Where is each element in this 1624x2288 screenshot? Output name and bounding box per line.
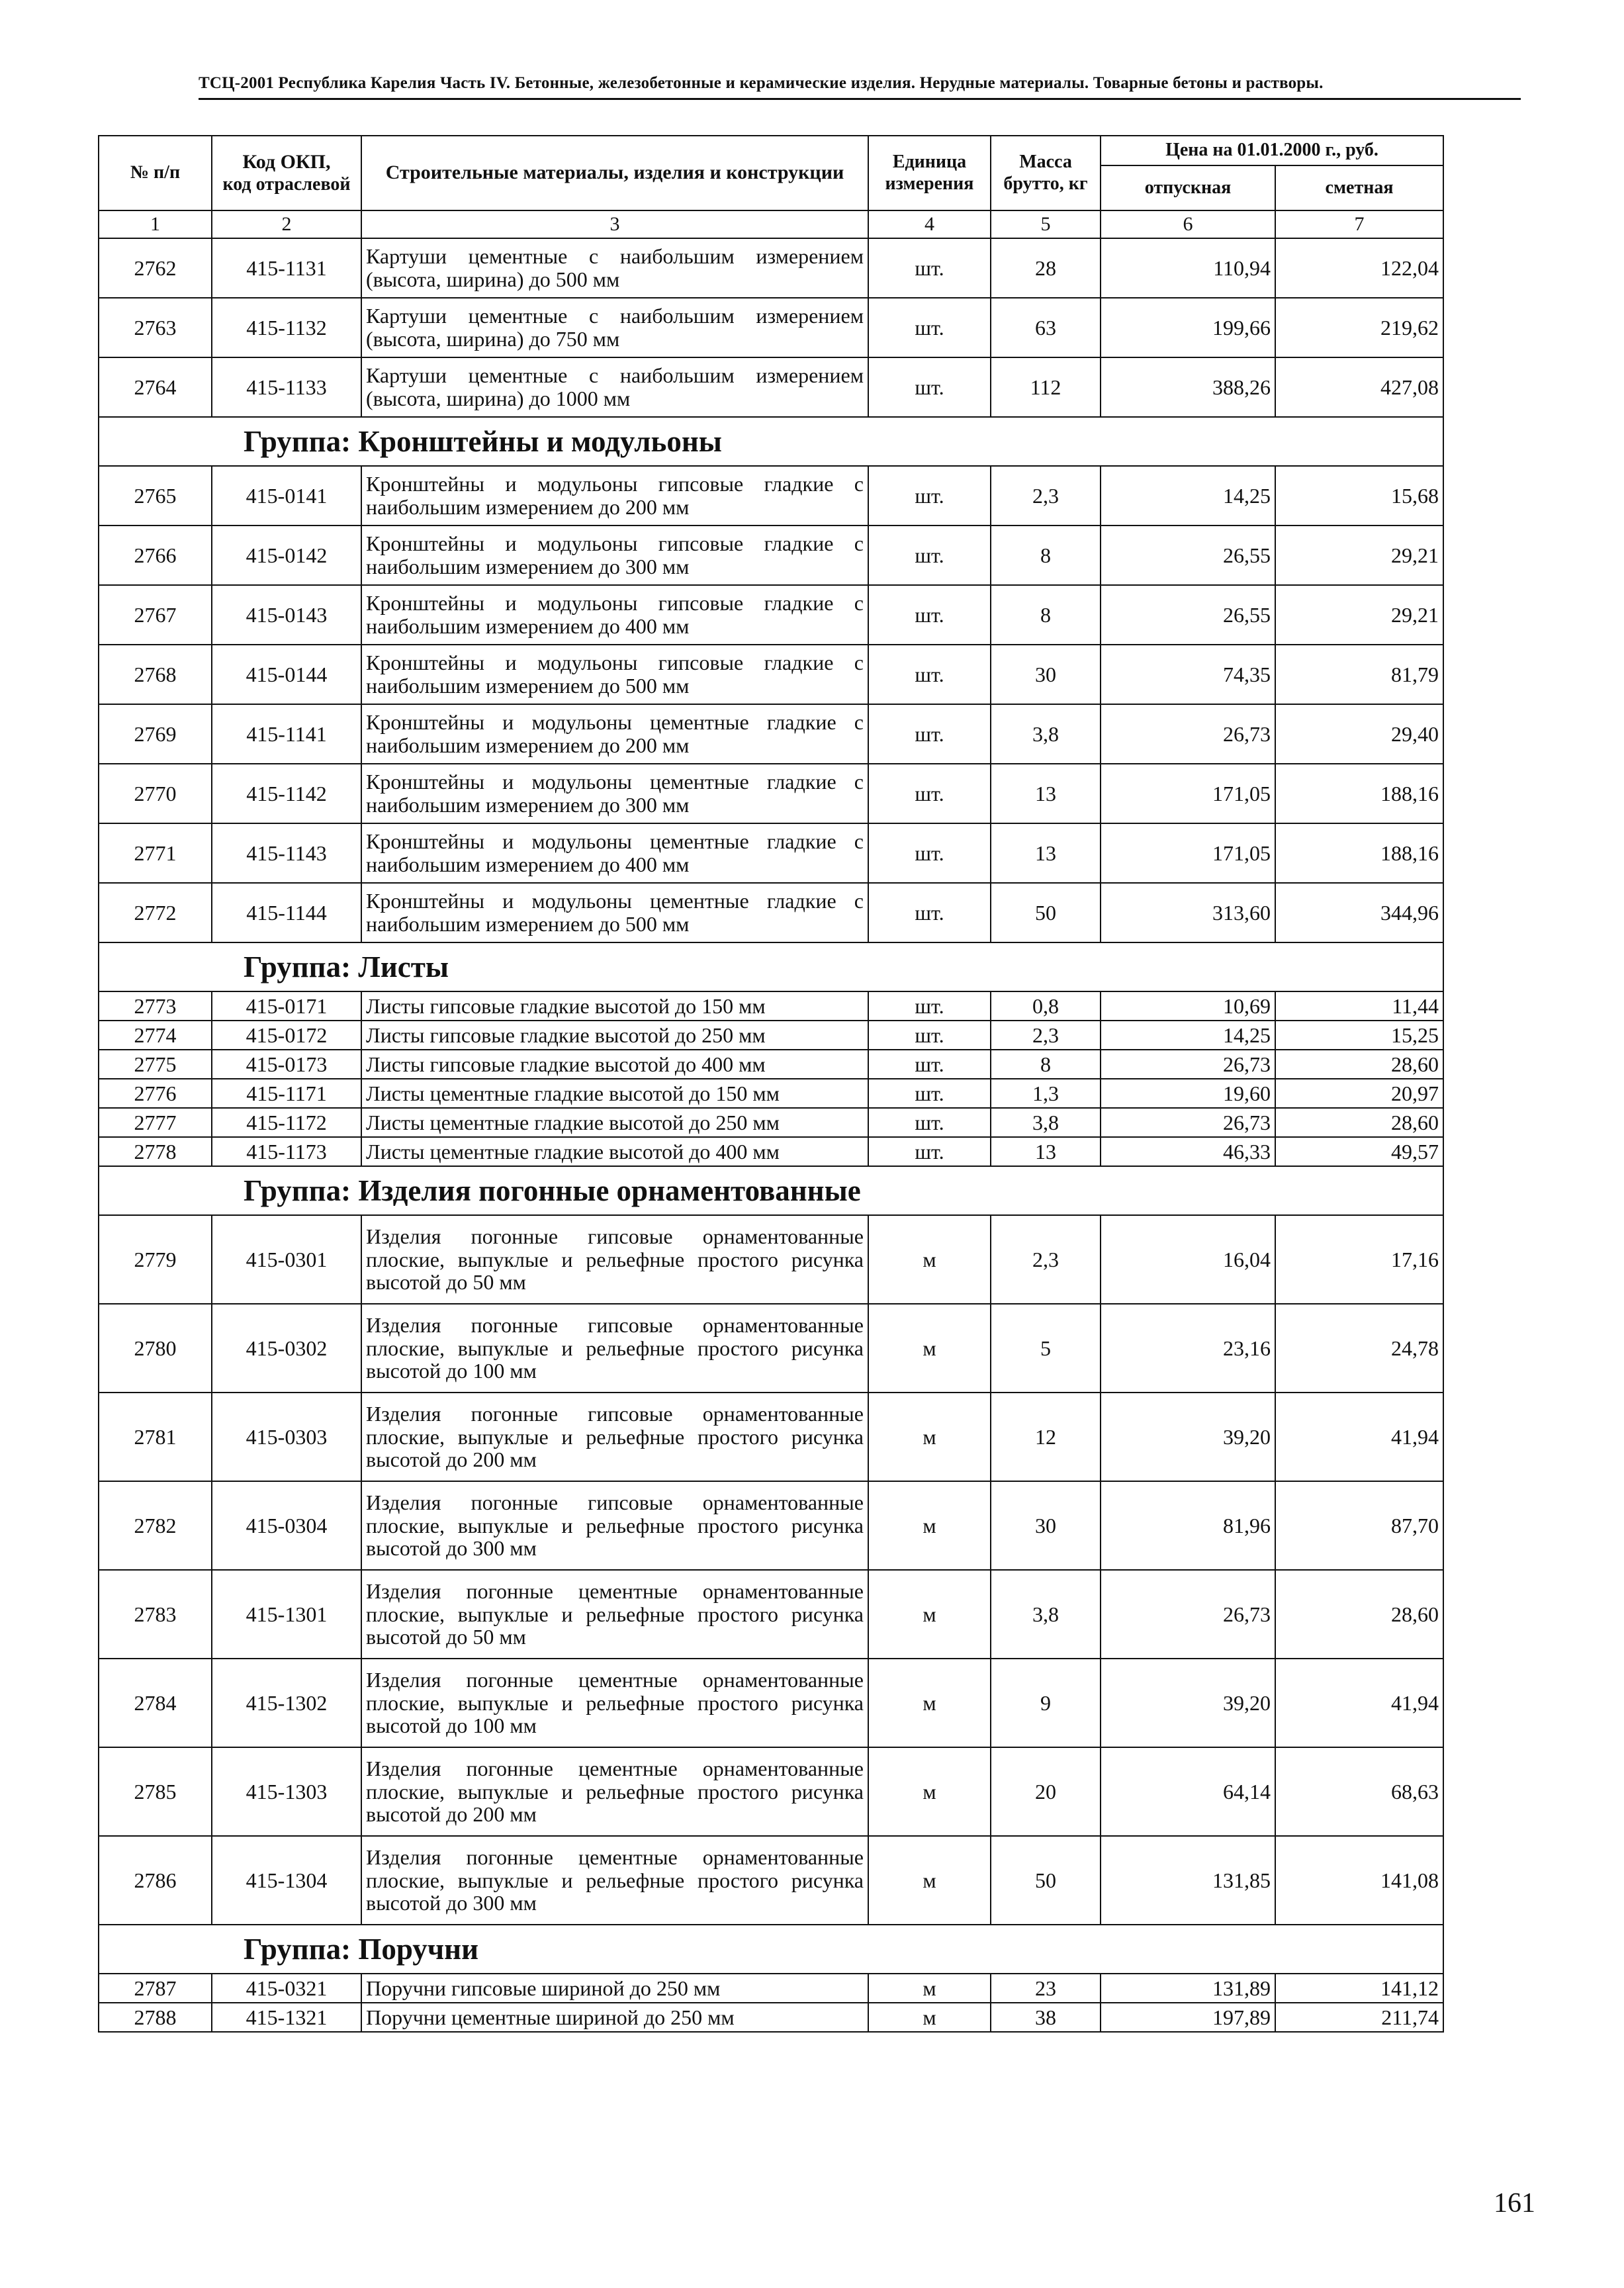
gross-mass: 0,8 (991, 991, 1101, 1021)
release-price: 26,55 (1101, 585, 1275, 645)
release-price: 46,33 (1101, 1137, 1275, 1166)
gross-mass: 2,3 (991, 466, 1101, 526)
unit-of-measure: шт. (868, 1050, 991, 1079)
material-description: Картуши цементные с наибольшим измерением (высота, ширина) до 1000 мм (361, 357, 868, 417)
row-number: 2773 (99, 991, 212, 1021)
table-row (99, 764, 1443, 823)
row-number: 2766 (99, 526, 212, 585)
material-description: Кронштейны и модульоны цементные гладкие с наибольшим измерением до 200 мм (361, 704, 868, 764)
release-price: 14,25 (1101, 1021, 1275, 1050)
estimate-price: 87,70 (1275, 1481, 1443, 1570)
material-description: Кронштейны и модульоны гипсовые гладкие с наибольшим измерением до 200 мм (361, 466, 868, 526)
estimate-price: 41,94 (1275, 1393, 1443, 1481)
table-row (99, 1974, 1443, 2003)
table-row (99, 1393, 1443, 1481)
row-number: 2771 (99, 823, 212, 883)
release-price: 131,89 (1101, 1974, 1275, 2003)
okp-code: 415-1303 (212, 1747, 361, 1836)
estimate-price: 81,79 (1275, 645, 1443, 704)
okp-code: 415-1143 (212, 823, 361, 883)
table-row (99, 1108, 1443, 1137)
estimate-price: 29,21 (1275, 585, 1443, 645)
okp-code: 415-1302 (212, 1659, 361, 1747)
column-number: 1 (99, 210, 212, 238)
gross-mass: 3,8 (991, 1570, 1101, 1659)
okp-code: 415-0302 (212, 1304, 361, 1393)
material-description: Кронштейны и модульоны гипсовые гладкие с наибольшим измерением до 500 мм (361, 645, 868, 704)
estimate-price: 15,25 (1275, 1021, 1443, 1050)
unit-of-measure: м (868, 2003, 991, 2032)
row-number: 2767 (99, 585, 212, 645)
unit-of-measure: шт. (868, 1079, 991, 1108)
table-row (99, 585, 1443, 645)
row-number: 2788 (99, 2003, 212, 2032)
gross-mass: 1,3 (991, 1079, 1101, 1108)
column-number: 2 (212, 210, 361, 238)
table-head (99, 136, 1443, 238)
unit-of-measure: м (868, 1836, 991, 1925)
table-row (99, 1050, 1443, 1079)
row-number: 2768 (99, 645, 212, 704)
okp-code: 415-0173 (212, 1050, 361, 1079)
unit-of-measure: шт. (868, 764, 991, 823)
unit-of-measure: м (868, 1747, 991, 1836)
row-number: 2780 (99, 1304, 212, 1393)
material-description: Листы гипсовые гладкие высотой до 150 мм (361, 991, 868, 1021)
okp-code: 415-0141 (212, 466, 361, 526)
unit-of-measure: шт. (868, 823, 991, 883)
material-description: Кронштейны и модульоны цементные гладкие с наибольшим измерением до 300 мм (361, 764, 868, 823)
release-price: 64,14 (1101, 1747, 1275, 1836)
release-price: 313,60 (1101, 883, 1275, 942)
estimate-price: 28,60 (1275, 1570, 1443, 1659)
release-price: 16,04 (1101, 1215, 1275, 1304)
release-price: 39,20 (1101, 1393, 1275, 1481)
material-description: Изделия погонные цементные орнаментованные плоские, выпуклые и рельефные простого рисунка высотой до 100 мм (361, 1659, 868, 1747)
column-number: 6 (1101, 210, 1275, 238)
group-heading-row (99, 417, 1443, 466)
estimate-price: 427,08 (1275, 357, 1443, 417)
estimate-price: 15,68 (1275, 466, 1443, 526)
col-header-price-release: отпускная (1101, 165, 1275, 210)
col-header-price-group: Цена на 01.01.2000 г., руб. (1101, 136, 1443, 165)
material-description: Поручни цементные шириной до 250 мм (361, 2003, 868, 2032)
group-heading: Группа: Поручни (99, 1925, 1443, 1974)
release-price: 74,35 (1101, 645, 1275, 704)
table-row (99, 1079, 1443, 1108)
column-number: 5 (991, 210, 1101, 238)
material-description: Изделия погонные гипсовые орнаментованные плоские, выпуклые и рельефные простого рисунка высотой до 200 мм (361, 1393, 868, 1481)
row-number: 2765 (99, 466, 212, 526)
material-description: Листы цементные гладкие высотой до 400 мм (361, 1137, 868, 1166)
material-description: Изделия погонные гипсовые орнаментованные плоские, выпуклые и рельефные простого рисунка высотой до 100 мм (361, 1304, 868, 1393)
unit-of-measure: шт. (868, 357, 991, 417)
release-price: 388,26 (1101, 357, 1275, 417)
row-number: 2764 (99, 357, 212, 417)
running-header: ТСЦ-2001 Республика Карелия Часть IV. Бетонные, железобетонные и керамические изделия. Нерудные материалы. Товарные бетоны и растворы. (199, 74, 1324, 92)
unit-of-measure: м (868, 1215, 991, 1304)
group-heading: Группа: Кронштейны и модульоны (99, 417, 1443, 466)
table-row (99, 238, 1443, 298)
okp-code: 415-1172 (212, 1108, 361, 1137)
col-header-materials: Строительные материалы, изделия и конструкции (361, 136, 868, 210)
gross-mass: 5 (991, 1304, 1101, 1393)
row-number: 2781 (99, 1393, 212, 1481)
okp-code: 415-0172 (212, 1021, 361, 1050)
okp-code: 415-0321 (212, 1974, 361, 2003)
estimate-price: 28,60 (1275, 1050, 1443, 1079)
table-row (99, 883, 1443, 942)
release-price: 131,85 (1101, 1836, 1275, 1925)
table-row (99, 823, 1443, 883)
unit-of-measure: шт. (868, 1021, 991, 1050)
material-description: Изделия погонные цементные орнаментованные плоские, выпуклые и рельефные простого рисунка высотой до 200 мм (361, 1747, 868, 1836)
release-price: 10,69 (1101, 991, 1275, 1021)
material-description: Картуши цементные с наибольшим измерением (высота, ширина) до 750 мм (361, 298, 868, 357)
estimate-price: 29,21 (1275, 526, 1443, 585)
estimate-price: 68,63 (1275, 1747, 1443, 1836)
gross-mass: 13 (991, 764, 1101, 823)
release-price: 26,55 (1101, 526, 1275, 585)
release-price: 197,89 (1101, 2003, 1275, 2032)
release-price: 26,73 (1101, 1570, 1275, 1659)
gross-mass: 2,3 (991, 1215, 1101, 1304)
unit-of-measure: м (868, 1393, 991, 1481)
table-row (99, 1215, 1443, 1304)
material-description: Кронштейны и модульоны гипсовые гладкие с наибольшим измерением до 400 мм (361, 585, 868, 645)
row-number: 2777 (99, 1108, 212, 1137)
release-price: 19,60 (1101, 1079, 1275, 1108)
column-number: 3 (361, 210, 868, 238)
estimate-price: 188,16 (1275, 823, 1443, 883)
table-row (99, 357, 1443, 417)
table-row (99, 645, 1443, 704)
release-price: 26,73 (1101, 1108, 1275, 1137)
unit-of-measure: м (868, 1570, 991, 1659)
table-row (99, 1747, 1443, 1836)
row-number: 2783 (99, 1570, 212, 1659)
col-header-num: № п/п (99, 136, 212, 210)
row-number: 2778 (99, 1137, 212, 1166)
release-price: 26,73 (1101, 704, 1275, 764)
table-row (99, 1570, 1443, 1659)
row-number: 2779 (99, 1215, 212, 1304)
estimate-price: 28,60 (1275, 1108, 1443, 1137)
gross-mass: 63 (991, 298, 1101, 357)
okp-code: 415-0301 (212, 1215, 361, 1304)
table-row (99, 1021, 1443, 1050)
gross-mass: 30 (991, 645, 1101, 704)
unit-of-measure: шт. (868, 1137, 991, 1166)
group-heading: Группа: Листы (99, 942, 1443, 991)
row-number: 2776 (99, 1079, 212, 1108)
release-price: 110,94 (1101, 238, 1275, 298)
unit-of-measure: шт. (868, 585, 991, 645)
material-description: Поручни гипсовые шириной до 250 мм (361, 1974, 868, 2003)
unit-of-measure: шт. (868, 645, 991, 704)
release-price: 171,05 (1101, 764, 1275, 823)
row-number: 2784 (99, 1659, 212, 1747)
okp-code: 415-0144 (212, 645, 361, 704)
table-row (99, 1137, 1443, 1166)
release-price: 23,16 (1101, 1304, 1275, 1393)
row-number: 2786 (99, 1836, 212, 1925)
okp-code: 415-0303 (212, 1393, 361, 1481)
gross-mass: 3,8 (991, 1108, 1101, 1137)
table-row (99, 991, 1443, 1021)
gross-mass: 12 (991, 1393, 1101, 1481)
row-number: 2782 (99, 1481, 212, 1570)
table-row (99, 704, 1443, 764)
unit-of-measure: м (868, 1304, 991, 1393)
group-heading-row (99, 1166, 1443, 1215)
material-description: Изделия погонные гипсовые орнаментованные плоские, выпуклые и рельефные простого рисунка высотой до 300 мм (361, 1481, 868, 1570)
material-description: Изделия погонные цементные орнаментованные плоские, выпуклые и рельефные простого рисунка высотой до 50 мм (361, 1570, 868, 1659)
unit-of-measure: шт. (868, 883, 991, 942)
release-price: 199,66 (1101, 298, 1275, 357)
price-table (98, 135, 1444, 2033)
release-price: 39,20 (1101, 1659, 1275, 1747)
unit-of-measure: м (868, 1481, 991, 1570)
row-number: 2787 (99, 1974, 212, 2003)
row-number: 2769 (99, 704, 212, 764)
col-header-okp (212, 136, 361, 210)
okp-code: 415-0171 (212, 991, 361, 1021)
row-number: 2775 (99, 1050, 212, 1079)
estimate-price: 20,97 (1275, 1079, 1443, 1108)
estimate-price: 24,78 (1275, 1304, 1443, 1393)
row-number: 2762 (99, 238, 212, 298)
release-price: 171,05 (1101, 823, 1275, 883)
material-description: Листы гипсовые гладкие высотой до 250 мм (361, 1021, 868, 1050)
col-header-price-estimate: сметная (1275, 165, 1443, 210)
gross-mass: 8 (991, 1050, 1101, 1079)
estimate-price: 29,40 (1275, 704, 1443, 764)
material-description: Кронштейны и модульоны гипсовые гладкие с наибольшим измерением до 300 мм (361, 526, 868, 585)
row-number: 2763 (99, 298, 212, 357)
estimate-price: 211,74 (1275, 2003, 1443, 2032)
unit-of-measure: шт. (868, 704, 991, 764)
okp-code: 415-0304 (212, 1481, 361, 1570)
table-row (99, 526, 1443, 585)
gross-mass: 3,8 (991, 704, 1101, 764)
unit-of-measure: шт. (868, 238, 991, 298)
table-row (99, 1481, 1443, 1570)
table-row (99, 2003, 1443, 2032)
estimate-price: 11,44 (1275, 991, 1443, 1021)
gross-mass: 23 (991, 1974, 1101, 2003)
table-row (99, 1836, 1443, 1925)
column-number: 7 (1275, 210, 1443, 238)
header-rule (199, 98, 1521, 100)
material-description: Изделия погонные цементные орнаментованные плоские, выпуклые и рельефные простого рисунка высотой до 300 мм (361, 1836, 868, 1925)
gross-mass: 9 (991, 1659, 1101, 1747)
table-row (99, 1659, 1443, 1747)
material-description: Листы гипсовые гладкие высотой до 400 мм (361, 1050, 868, 1079)
table-row (99, 466, 1443, 526)
material-description: Изделия погонные гипсовые орнаментованные плоские, выпуклые и рельефные простого рисунка высотой до 50 мм (361, 1215, 868, 1304)
release-price: 26,73 (1101, 1050, 1275, 1079)
estimate-price: 17,16 (1275, 1215, 1443, 1304)
col-header-mass: Масса брутто, кг (991, 136, 1101, 210)
estimate-price: 41,94 (1275, 1659, 1443, 1747)
gross-mass: 112 (991, 357, 1101, 417)
okp-code: 415-1133 (212, 357, 361, 417)
table-row (99, 1304, 1443, 1393)
okp-code: 415-1141 (212, 704, 361, 764)
release-price: 81,96 (1101, 1481, 1275, 1570)
row-number: 2770 (99, 764, 212, 823)
estimate-price: 188,16 (1275, 764, 1443, 823)
unit-of-measure: шт. (868, 298, 991, 357)
gross-mass: 30 (991, 1481, 1101, 1570)
page-number: 161 (1494, 2188, 1535, 2219)
okp-code: 415-1304 (212, 1836, 361, 1925)
okp-code: 415-0143 (212, 585, 361, 645)
okp-code: 415-1144 (212, 883, 361, 942)
group-heading-row (99, 1925, 1443, 1974)
okp-code: 415-1131 (212, 238, 361, 298)
estimate-price: 49,57 (1275, 1137, 1443, 1166)
material-description: Кронштейны и модульоны цементные гладкие с наибольшим измерением до 500 мм (361, 883, 868, 942)
row-number: 2772 (99, 883, 212, 942)
gross-mass: 8 (991, 585, 1101, 645)
gross-mass: 8 (991, 526, 1101, 585)
estimate-price: 219,62 (1275, 298, 1443, 357)
gross-mass: 20 (991, 1747, 1101, 1836)
gross-mass: 13 (991, 1137, 1101, 1166)
estimate-price: 141,08 (1275, 1836, 1443, 1925)
okp-code: 415-1171 (212, 1079, 361, 1108)
row-number: 2785 (99, 1747, 212, 1836)
material-description: Кронштейны и модульоны цементные гладкие с наибольшим измерением до 400 мм (361, 823, 868, 883)
unit-of-measure: шт. (868, 991, 991, 1021)
unit-of-measure: шт. (868, 526, 991, 585)
table-row (99, 298, 1443, 357)
row-number: 2774 (99, 1021, 212, 1050)
unit-of-measure: м (868, 1974, 991, 2003)
col-header-okp-sub: код отраслевой (222, 173, 351, 195)
estimate-price: 344,96 (1275, 883, 1443, 942)
col-header-unit: Единица измерения (868, 136, 991, 210)
okp-code: 415-1132 (212, 298, 361, 357)
col-header-okp-title: Код ОКП, (242, 151, 331, 173)
unit-of-measure: м (868, 1659, 991, 1747)
group-heading: Группа: Изделия погонные орнаментованные (99, 1166, 1443, 1215)
column-number-row (99, 210, 1443, 238)
gross-mass: 2,3 (991, 1021, 1101, 1050)
gross-mass: 38 (991, 2003, 1101, 2032)
table-body (99, 238, 1443, 2032)
gross-mass: 28 (991, 238, 1101, 298)
gross-mass: 13 (991, 823, 1101, 883)
material-description: Листы цементные гладкие высотой до 150 мм (361, 1079, 868, 1108)
okp-code: 415-0142 (212, 526, 361, 585)
column-number: 4 (868, 210, 991, 238)
material-description: Картуши цементные с наибольшим измерением (высота, ширина) до 500 мм (361, 238, 868, 298)
gross-mass: 50 (991, 1836, 1101, 1925)
group-heading-row (99, 942, 1443, 991)
estimate-price: 122,04 (1275, 238, 1443, 298)
unit-of-measure: шт. (868, 1108, 991, 1137)
unit-of-measure: шт. (868, 466, 991, 526)
okp-code: 415-1301 (212, 1570, 361, 1659)
estimate-price: 141,12 (1275, 1974, 1443, 2003)
release-price: 14,25 (1101, 466, 1275, 526)
okp-code: 415-1321 (212, 2003, 361, 2032)
okp-code: 415-1142 (212, 764, 361, 823)
okp-code: 415-1173 (212, 1137, 361, 1166)
gross-mass: 50 (991, 883, 1101, 942)
material-description: Листы цементные гладкие высотой до 250 мм (361, 1108, 868, 1137)
